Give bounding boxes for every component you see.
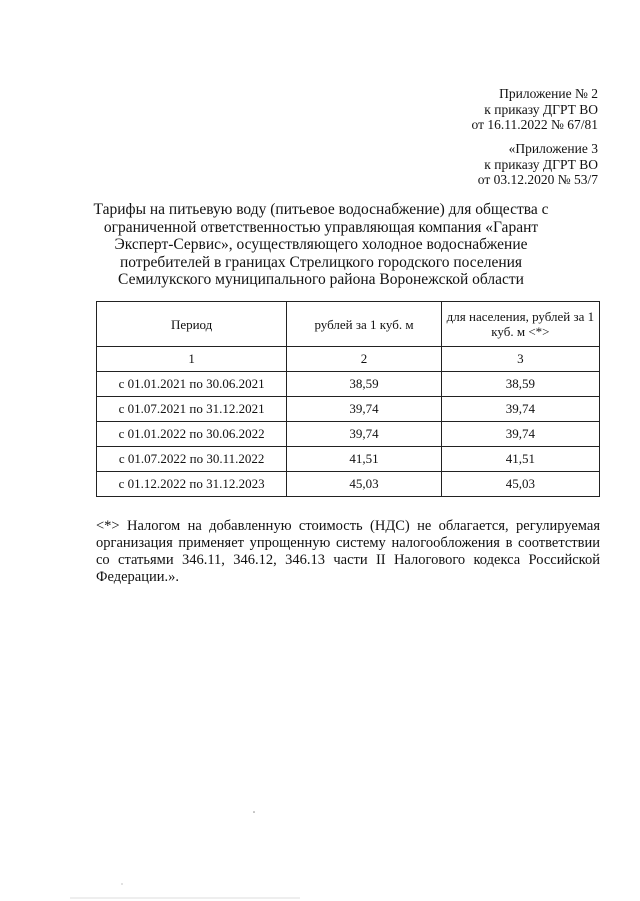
- population-rate-cell: 38,59: [441, 372, 599, 397]
- period-cell: с 01.07.2021 по 31.12.2021: [97, 397, 287, 422]
- population-rate-cell: 39,74: [441, 397, 599, 422]
- appendix-order: к приказу ДГРТ ВО: [484, 156, 598, 172]
- population-rate-cell: 41,51: [441, 447, 599, 472]
- scan-speck: [253, 811, 255, 813]
- scan-speck: [121, 883, 122, 884]
- rate-cell: 39,74: [287, 422, 442, 447]
- header-period: Период: [97, 302, 287, 347]
- rate-cell: 41,51: [287, 447, 442, 472]
- column-number: 2: [287, 347, 442, 372]
- appendix-date: от 03.12.2020 № 53/7: [477, 172, 598, 187]
- tax-footnote: <*> Налогом на добавленную стоимость (НДС) не облагается, регулируемая организация применяет упрощенную систему налогообложения в соответствии со статьями 346.11, 346.12, 346.13 части II Налогового кодекса Российской Федерации.».: [96, 518, 600, 585]
- period-cell: с 01.12.2022 по 31.12.2023: [97, 472, 287, 497]
- population-rate-cell: 39,74: [441, 422, 599, 447]
- column-number: 3: [441, 347, 599, 372]
- column-number: 1: [97, 347, 287, 372]
- period-cell: с 01.01.2021 по 30.06.2021: [97, 372, 287, 397]
- rate-cell: 45,03: [287, 472, 442, 497]
- header-rate: рублей за 1 куб. м: [287, 302, 442, 347]
- population-rate-cell: 45,03: [441, 472, 599, 497]
- appendix-number: Приложение № 2: [499, 86, 598, 101]
- appendix-number: «Приложение 3: [508, 141, 598, 156]
- appendix-order: к приказу ДГРТ ВО: [484, 101, 598, 117]
- period-cell: с 01.01.2022 по 30.06.2022: [97, 422, 287, 447]
- rate-cell: 38,59: [287, 372, 442, 397]
- header-population-rate: для населения, рублей за 1 куб. м <*>: [441, 302, 599, 347]
- rate-cell: 39,74: [287, 397, 442, 422]
- document-title: Тарифы на питьевую воду (питьевое водоснабжение) для общества с ограниченной ответственностью управляющая компания «Гарант Эксперт-Сервис», осуществляющего холодное водоснабжение потребителей в границах Стрелицкого городского поселения Семилукского муниципального района Воронежской области: [93, 201, 549, 288]
- appendix-date: от 16.11.2022 № 67/81: [471, 117, 598, 132]
- period-cell: с 01.07.2022 по 30.11.2022: [97, 447, 287, 472]
